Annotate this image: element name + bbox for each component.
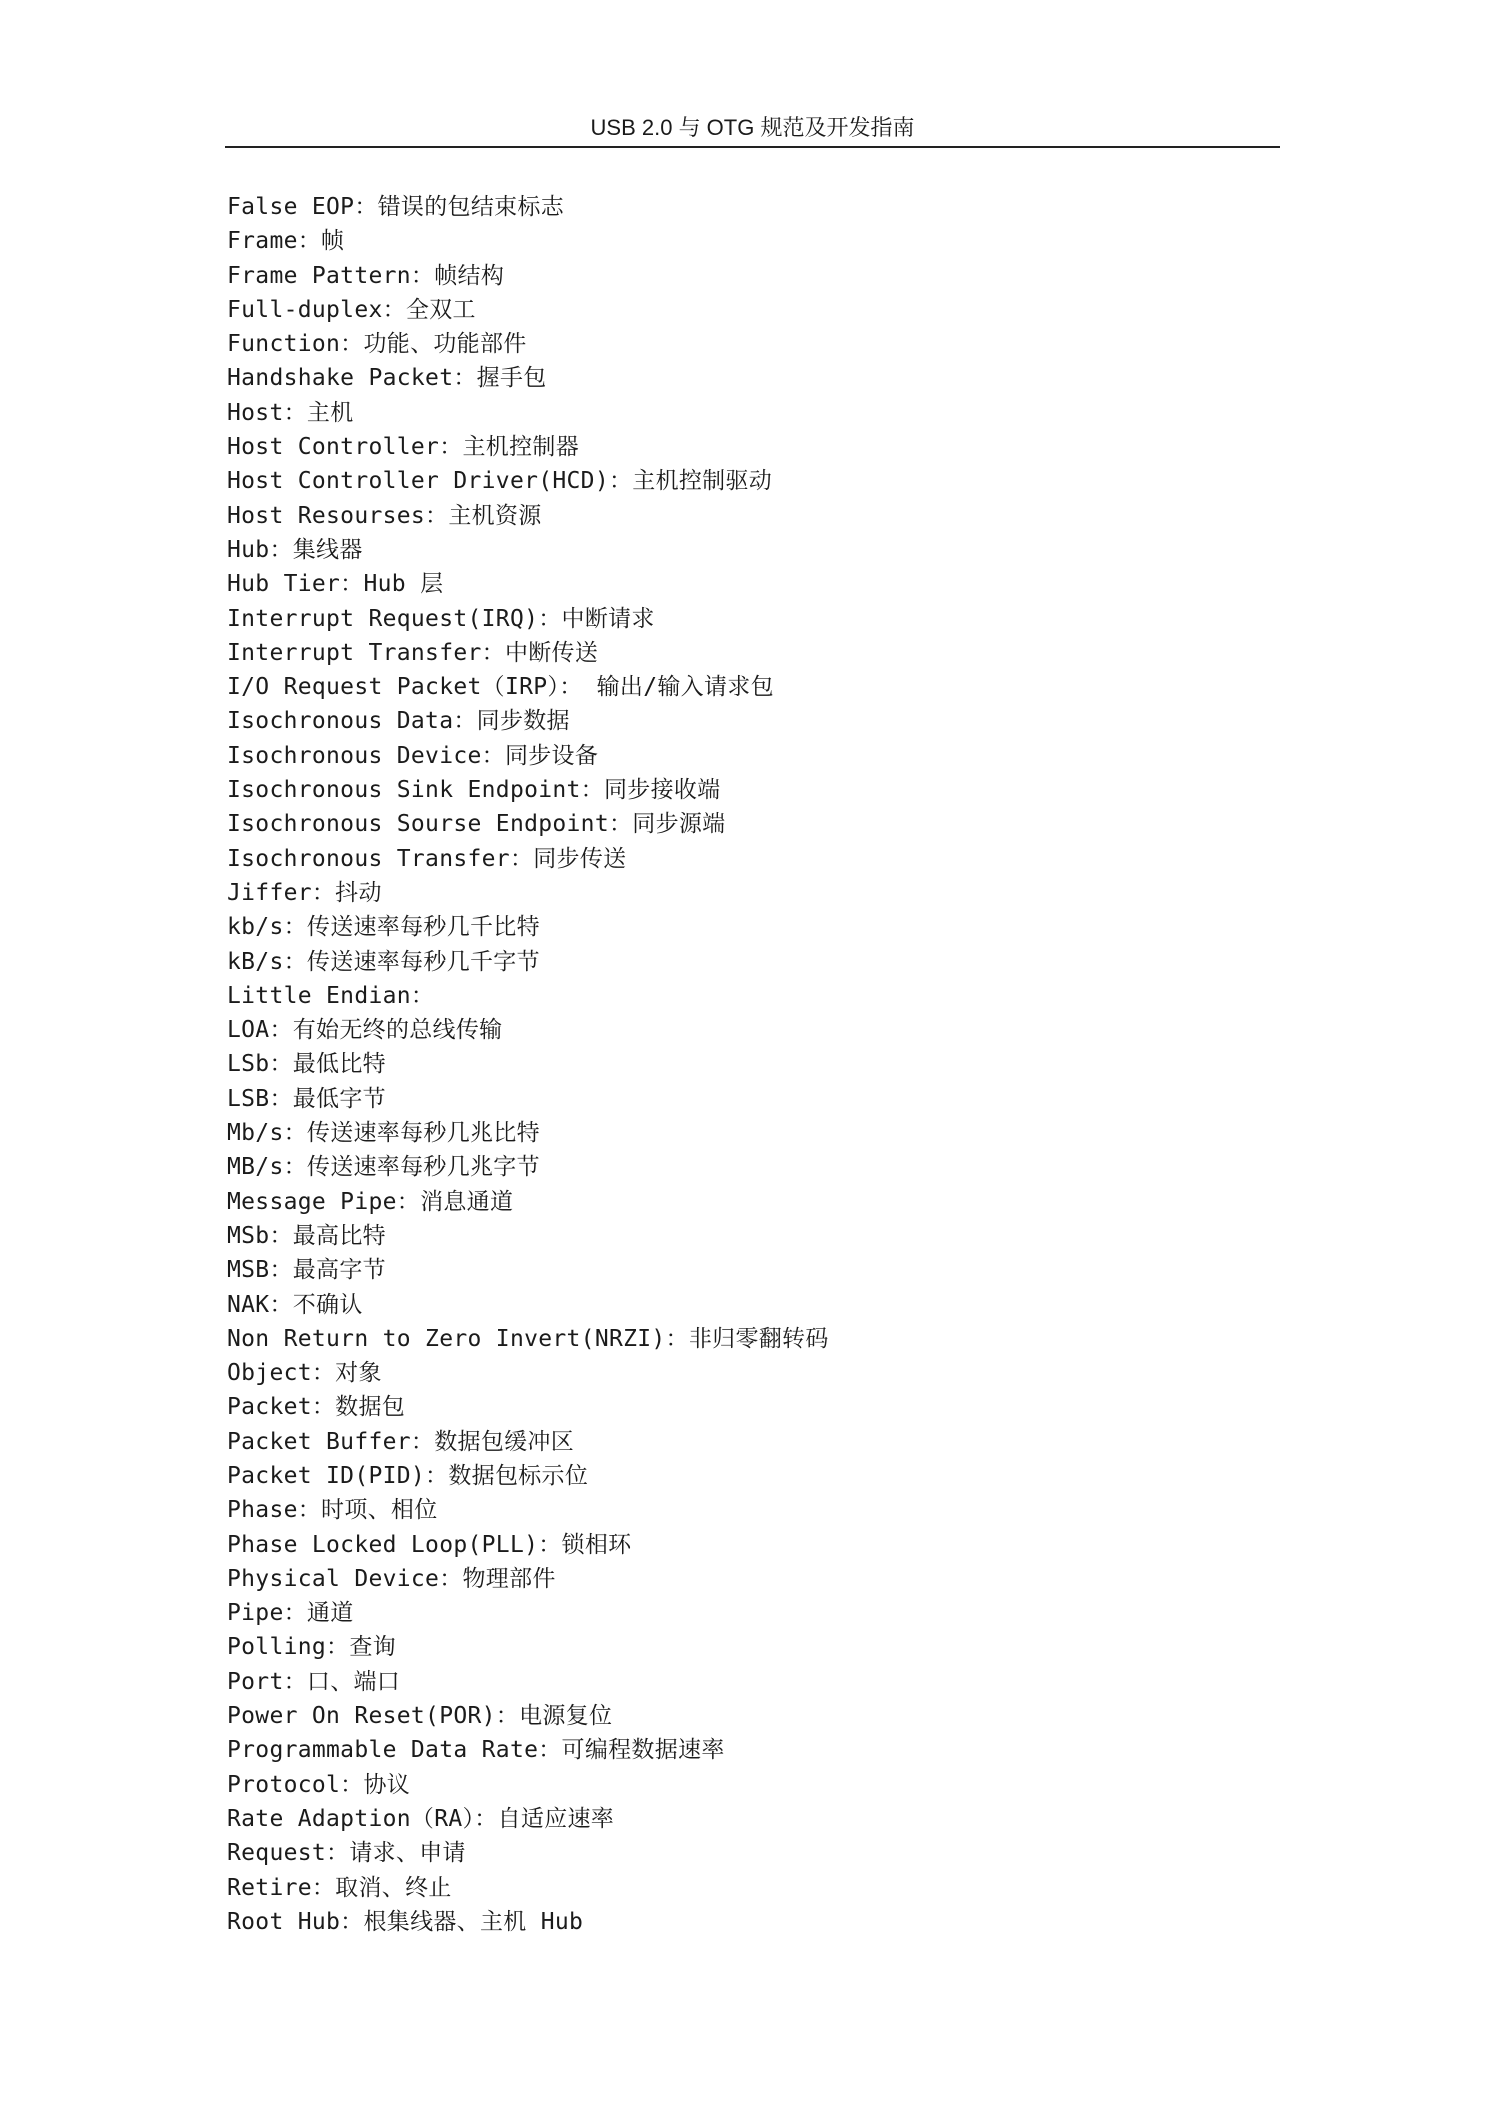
glossary-entry: LSb：最低比特 — [227, 1051, 386, 1078]
glossary-entry: Packet Buffer：数据包缓冲区 — [227, 1428, 575, 1455]
glossary-entry: Mb/s：传送速率每秒几兆比特 — [227, 1120, 540, 1147]
glossary-entry: Frame：帧 — [227, 228, 345, 255]
glossary-entry: Packet ID(PID)：数据包标示位 — [227, 1462, 589, 1489]
glossary-entry: Phase：时项、相位 — [227, 1497, 438, 1524]
glossary-entry: Host Resourses：主机资源 — [227, 502, 542, 529]
glossary-entry: Request：请求、申请 — [227, 1840, 466, 1867]
glossary-entry: Root Hub：根集线器、主机 Hub — [227, 1908, 584, 1935]
glossary-entry: Interrupt Transfer：中断传送 — [227, 639, 599, 666]
glossary-entry: MSb：最高比特 — [227, 1222, 386, 1249]
glossary-entry: Host Controller：主机控制器 — [227, 434, 580, 461]
glossary-entry: Protocol：协议 — [227, 1771, 411, 1798]
glossary-entry: Handshake Packet：握手包 — [227, 365, 547, 392]
glossary-entry: Isochronous Device：同步设备 — [227, 742, 599, 769]
glossary-entry: Programmable Data Rate：可编程数据速率 — [227, 1737, 725, 1764]
glossary-entry: Object：对象 — [227, 1360, 382, 1387]
glossary-entry: Rate Adaption（RA）：自适应速率 — [227, 1805, 615, 1832]
glossary-entry: Full-duplex：全双工 — [227, 296, 476, 323]
glossary-entry: Function：功能、功能部件 — [227, 331, 527, 358]
page-header — [225, 112, 1280, 148]
glossary-entry: Phase Locked Loop(PLL)：锁相环 — [227, 1531, 632, 1558]
glossary-entry: Polling：查询 — [227, 1634, 396, 1661]
glossary-entry: kB/s：传送速率每秒几千字节 — [227, 948, 540, 975]
glossary-entry: Frame Pattern：帧结构 — [227, 262, 505, 289]
glossary-entry: Interrupt Request(IRQ)：中断请求 — [227, 605, 655, 632]
glossary-entry: Hub：集线器 — [227, 536, 363, 563]
header-title: USB 2.0 与 OTG 规范及开发指南 — [590, 115, 915, 140]
glossary-entry: Hub Tier：Hub 层 — [227, 571, 444, 598]
glossary-entry: Little Endian： — [227, 982, 435, 1009]
glossary-list — [227, 190, 1287, 1939]
glossary-entry: Jiffer：抖动 — [227, 879, 382, 906]
glossary-entry: Isochronous Transfer：同步传送 — [227, 845, 627, 872]
glossary-entry: Isochronous Sink Endpoint：同步接收端 — [227, 777, 721, 804]
glossary-entry: Non Return to Zero Invert(NRZI)：非归零翻转码 — [227, 1325, 829, 1352]
glossary-entry: Isochronous Data：同步数据 — [227, 708, 570, 735]
glossary-entry: kb/s：传送速率每秒几千比特 — [227, 914, 540, 941]
glossary-entry: Power On Reset(POR)：电源复位 — [227, 1703, 613, 1730]
glossary-entry: Packet：数据包 — [227, 1394, 406, 1421]
glossary-entry: MB/s：传送速率每秒几兆字节 — [227, 1154, 540, 1181]
glossary-entry: Physical Device：物理部件 — [227, 1565, 556, 1592]
glossary-entry: LOA：有始无终的总线传输 — [227, 1017, 503, 1044]
glossary-entry: Host Controller Driver(HCD)：主机控制驱动 — [227, 468, 773, 495]
glossary-entry: Retire：取消、终止 — [227, 1874, 452, 1901]
glossary-entry: False EOP：错误的包结束标志 — [227, 194, 565, 220]
glossary-entry: Isochronous Sourse Endpoint：同步源端 — [227, 811, 726, 838]
glossary-entry: Host：主机 — [227, 399, 354, 426]
glossary-entry: MSB：最高字节 — [227, 1257, 386, 1284]
glossary-entry: Port：口、端口 — [227, 1668, 401, 1695]
glossary-entry: Message Pipe：消息通道 — [227, 1188, 514, 1215]
glossary-entry: LSB：最低字节 — [227, 1085, 386, 1112]
glossary-entry: NAK：不确认 — [227, 1291, 363, 1318]
glossary-entry: I/O Request Packet（IRP）： 输出/输入请求包 — [227, 674, 774, 701]
glossary-entry: Pipe：通道 — [227, 1600, 354, 1627]
